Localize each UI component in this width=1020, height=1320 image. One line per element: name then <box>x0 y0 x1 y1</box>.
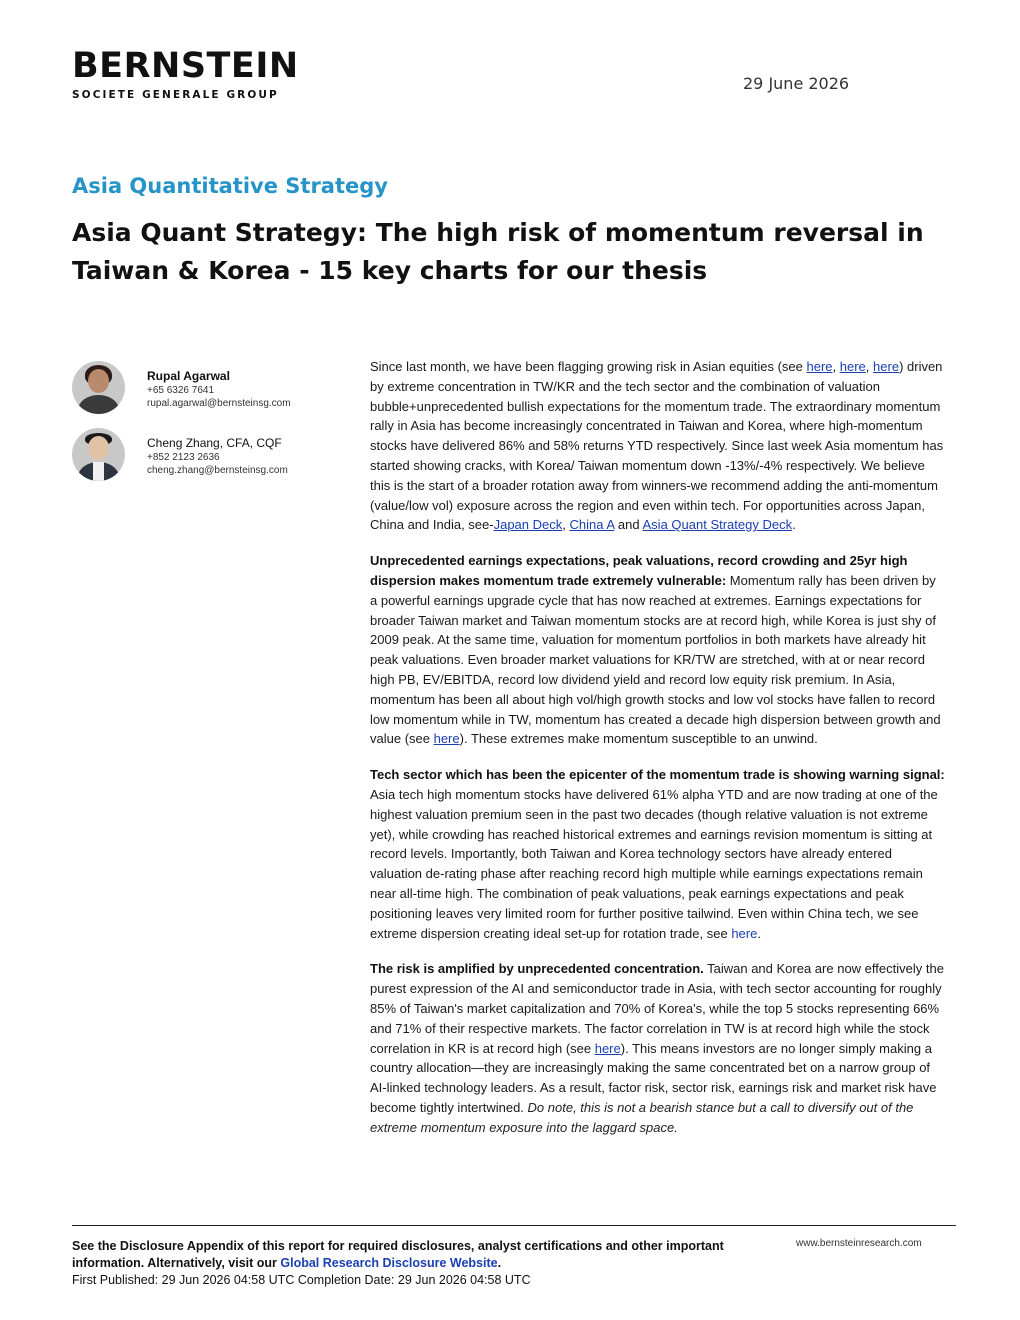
publication-dates: First Published: 29 Jun 2026 04:58 UTC Completion Date: 29 Jun 2026 04:58 UTC <box>72 1273 531 1287</box>
disclosure-text: See the Disclosure Appendix of this report for required disclosures, analyst certifications and other important information. Alternatively, visit our <box>72 1239 724 1270</box>
author-phone: +65 6326 7641 <box>147 385 215 396</box>
paragraph-heading: Unprecedented earnings expectations, peak valuations, record crowding and 25yr high dispersion makes momentum trade extremely vulnerable: <box>370 553 908 588</box>
text: , <box>865 359 870 374</box>
logo-wordmark: BERNSTEIN <box>72 46 299 86</box>
concentration-paragraph <box>370 959 945 1137</box>
author-name: Rupal Agarwal <box>147 369 230 383</box>
text: . <box>792 517 796 533</box>
footer <box>72 1238 732 1289</box>
text: Asia tech high momentum stocks have delivered 61% alpha YTD and are now trading at one of the highest valuation premium seen in the past two decades (though relative valuation is not extreme yet), while crowding has reached historical extremes and earnings revision momentum is sitting at record levels. Importantly, both Taiwan and Korea technology sectors have already entered valuation de-rating phase after reaching record high multiple while earnings expectations remain near all-time high. The combination of peak valuations, peak earnings expectations and peak positioning leaves very limited room for further positive tailwind. Even within China tech, we see extreme dispersion creating ideal set-up for rotation trade, see <box>370 786 938 941</box>
text: ). These extremes make momentum susceptible to an unwind. <box>459 731 818 747</box>
here-link[interactable]: here <box>731 925 758 941</box>
paragraph-heading: The risk is amplified by unprecedented concentration. <box>370 961 704 977</box>
text: . <box>757 925 761 941</box>
report-title: Asia Quant Strategy: The high risk of momentum reversal in Taiwan & Korea - 15 key charts for our thesis <box>72 218 924 285</box>
text: Taiwan and Korea are now effectively the purest expression of the AI and semiconductor trade in Asia, with tech sector accounting for roughly 85% of Taiwan's market capitalization and 70% of Korea's, while the top 5 stocks representing 66% and 71% of their respective markets. The factor correlation in TW is at record high while the stock correlation in KR is at record high (see <box>370 961 944 1056</box>
intro-paragraph <box>370 357 945 535</box>
here-link[interactable]: here <box>594 1040 621 1056</box>
here-link[interactable]: here <box>433 731 460 747</box>
here-link[interactable]: here <box>873 359 900 374</box>
text: , <box>832 359 840 374</box>
section-label: Asia Quantitative Strategy <box>72 174 388 198</box>
china-a-link[interactable]: China A <box>569 517 615 533</box>
logo-subtitle: SOCIETE GENERALE GROUP <box>72 89 279 101</box>
website-url[interactable]: www.bernsteinresearch.com <box>796 1238 922 1249</box>
asia-quant-deck-link[interactable]: Asia Quant Strategy Deck <box>642 517 793 533</box>
text: Momentum rally has been driven by a powerful earnings upgrade cycle that has now reached at extremes. Earnings expectations for broader Taiwan market and Taiwan momentum stocks are at record high, while Korea is just shy of 2009 peak. At the same time, valuation for momentum portfolios in both markets have already hit peak valuations. Even broader market valuations for KR/TW are stretched, with at or near record high PB, EV/EBITDA, record low dividend yield and record low equity risk premium. In Asia, momentum has been all about high vol/high growth stocks and low vol stocks have fallen to record low momentum while in TW, momentum has created a decade high dispersion between growth and value (see <box>370 572 941 747</box>
text: ) driven by extreme concentration in TW/KR and the tech sector and the combination of valuation bubble+unprecedented bullish expectations for the momentum trade. The extraordinary momentum rally in Asia has become increasingly concentrated in Taiwan and Korea, where high-momentum stocks have delivered 86% and 58% returns YTD respectively. Since last week Asia momentum has started showing cracks, with Korea/ Taiwan momentum down -13%/-4% respectively. We believe this is the start of a broader rotation away from winners-we recommend adding the anti-momentum (value/low vol) exposure across the region and even within tech. For opportunities across Japan, China and India, see- <box>370 359 944 533</box>
author-card <box>72 361 291 414</box>
author-phone: +852 2123 2636 <box>147 452 220 463</box>
text: Since last month, we have been flagging growing risk in Asian equities (see <box>370 359 807 374</box>
paragraph-heading: Tech sector which has been the epicenter of the momentum trade is showing warning signal: <box>370 767 945 783</box>
text: . <box>497 1256 502 1270</box>
here-link[interactable]: here <box>839 359 866 374</box>
author-email[interactable]: cheng.zhang@bernsteinsg.com <box>147 465 288 476</box>
note-text: Do note, this is not a bearish stance but a call to diversify out of the extreme momentum exposure into the laggard space. <box>370 1099 914 1135</box>
footer-divider <box>72 1225 956 1226</box>
tech-paragraph <box>370 765 945 943</box>
author-name: Cheng Zhang, CFA, CQF <box>147 436 282 450</box>
text: , <box>562 517 570 533</box>
text: and <box>614 517 643 533</box>
here-link[interactable]: here <box>806 359 833 374</box>
japan-deck-link[interactable]: Japan Deck <box>493 517 563 533</box>
text: ). This means investors are no longer simply making a country allocation—they are increasingly making the same concentrated bet on a narrow group of AI-linked technology leaders. As a result, factor risk, sector risk, earnings risk and market risk have become tightly intertwined. <box>370 1040 937 1115</box>
avatar <box>72 428 125 481</box>
report-date: 29 June 2026 <box>743 74 850 93</box>
author-card <box>72 428 288 481</box>
avatar <box>72 361 125 414</box>
author-email[interactable]: rupal.agarwal@bernsteinsg.com <box>147 398 291 409</box>
earnings-paragraph <box>370 551 945 749</box>
disclosure-website-link[interactable]: Global Research Disclosure Website <box>280 1256 498 1270</box>
report-body <box>370 357 945 1153</box>
bernstein-logo <box>72 46 299 101</box>
